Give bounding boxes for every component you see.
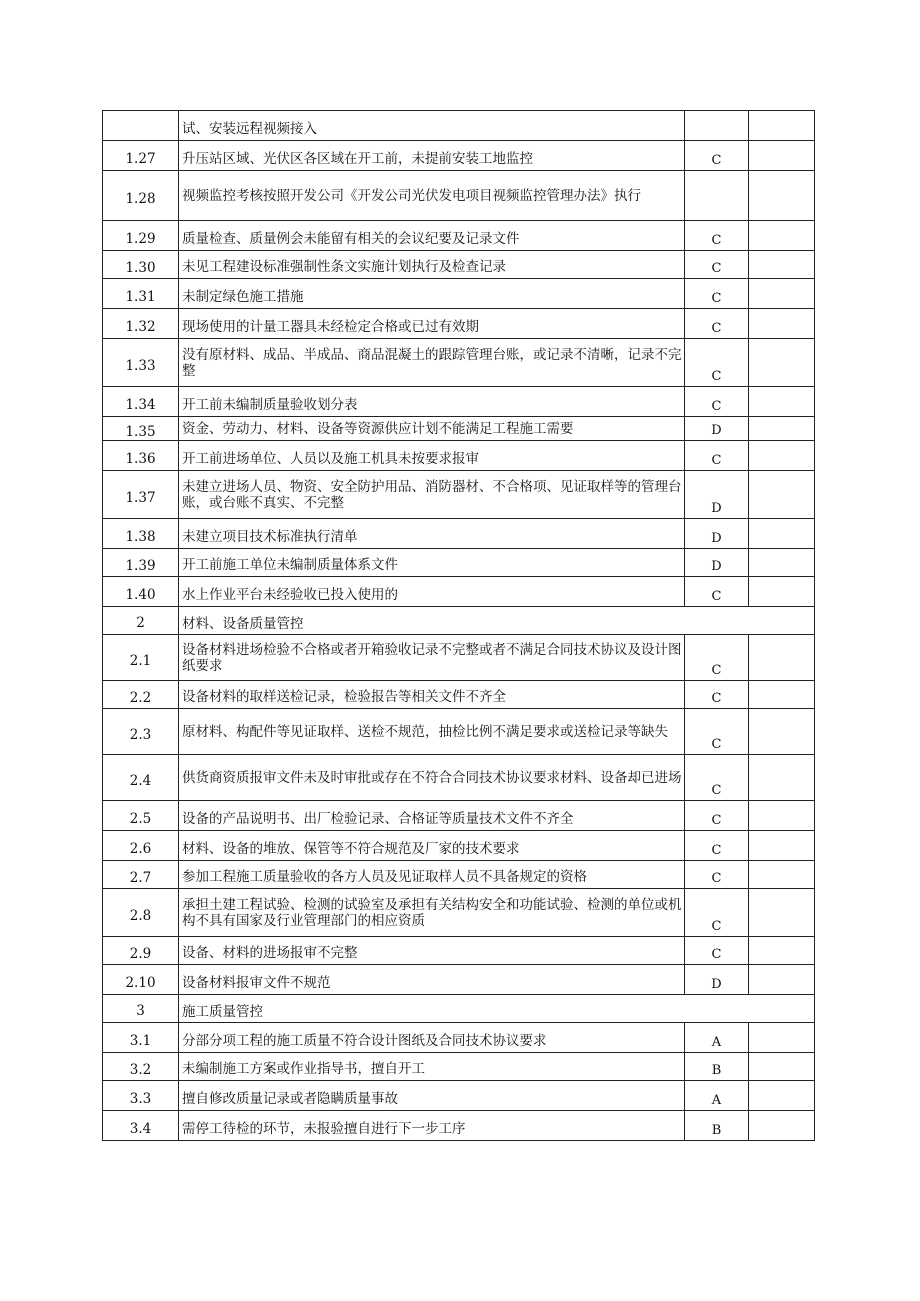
item-number: 2.1 (103, 635, 179, 681)
empty-cell (749, 417, 815, 441)
item-number: 1.29 (103, 221, 179, 251)
table-row (103, 387, 815, 417)
table-row (103, 577, 815, 607)
item-grade (685, 171, 749, 221)
item-description: 设备材料的取样送检记录，检验报告等相关文件不齐全 (179, 681, 685, 709)
empty-cell (749, 251, 815, 279)
item-description: 视频监控考核按照开发公司《开发公司光伏发电项目视频监控管理办法》执行 (179, 171, 685, 221)
item-description: 现场使用的计量工器具未经检定合格或已过有效期 (179, 309, 685, 339)
quality-checklist-table (102, 110, 815, 1141)
item-number: 1.30 (103, 251, 179, 279)
item-grade: B (685, 1111, 749, 1141)
item-description: 没有原材料、成品、半成品、商品混凝土的跟踪管理台账，或记录不清晰，记录不完整 (179, 339, 685, 387)
item-number: 2.5 (103, 801, 179, 831)
empty-cell (749, 709, 815, 755)
empty-cell (749, 861, 815, 889)
table-row (103, 861, 815, 889)
table-row (103, 937, 815, 965)
item-description: 资金、劳动力、材料、设备等资源供应计划不能满足工程施工需要 (179, 417, 685, 441)
empty-cell (749, 1081, 815, 1111)
item-description: 参加工程施工质量验收的各方人员及见证取样人员不具备规定的资格 (179, 861, 685, 889)
empty-cell (749, 937, 815, 965)
item-description: 设备的产品说明书、出厂检验记录、合格证等质量技术文件不齐全 (179, 801, 685, 831)
item-grade: C (685, 861, 749, 889)
item-description: 承担土建工程试验、检测的试验室及承担有关结构安全和功能试验、检测的单位或机构不具有国家及行业管理部门的相应资质 (179, 889, 685, 937)
empty-cell (749, 831, 815, 861)
item-description: 设备材料进场检验不合格或者开箱验收记录不完整或者不满足合同技术协议及设计图纸要求 (179, 635, 685, 681)
item-description: 未编制施工方案或作业指导书，擅自开工 (179, 1053, 685, 1081)
item-grade: C (685, 577, 749, 607)
item-grade: B (685, 1053, 749, 1081)
item-grade: D (685, 549, 749, 577)
item-grade: C (685, 635, 749, 681)
section-row (103, 995, 815, 1023)
table-row (103, 417, 815, 441)
item-description: 水上作业平台未经验收已投入使用的 (179, 577, 685, 607)
item-grade: C (685, 309, 749, 339)
table-row (103, 471, 815, 519)
table-row (103, 1053, 815, 1081)
table-row (103, 1023, 815, 1053)
section-row (103, 607, 815, 635)
item-number: 2.4 (103, 755, 179, 801)
table-row (103, 709, 815, 755)
item-number: 2.9 (103, 937, 179, 965)
empty-cell (749, 889, 815, 937)
item-number: 1.33 (103, 339, 179, 387)
empty-cell (749, 965, 815, 995)
item-number (103, 111, 179, 141)
item-grade: C (685, 831, 749, 861)
item-grade: C (685, 441, 749, 471)
empty-cell (749, 801, 815, 831)
table-row (103, 755, 815, 801)
item-description: 分部分项工程的施工质量不符合设计图纸及合同技术协议要求 (179, 1023, 685, 1053)
empty-cell (749, 111, 815, 141)
table-row (103, 681, 815, 709)
item-grade: C (685, 221, 749, 251)
table-row (103, 1111, 815, 1141)
item-grade: C (685, 755, 749, 801)
table-row (103, 251, 815, 279)
empty-cell (749, 441, 815, 471)
item-number: 3.3 (103, 1081, 179, 1111)
table-row (103, 111, 815, 141)
table-row (103, 171, 815, 221)
table-row (103, 141, 815, 171)
item-description: 材料、设备的堆放、保管等不符合规范及厂家的技术要求 (179, 831, 685, 861)
item-number: 1.36 (103, 441, 179, 471)
empty-cell (749, 519, 815, 549)
table-row (103, 279, 815, 309)
item-description: 未建立进场人员、物资、安全防护用品、消防器材、不合格项、见证取样等的管理台账，或台账不真实、不完整 (179, 471, 685, 519)
item-description: 开工前施工单位未编制质量体系文件 (179, 549, 685, 577)
table-row (103, 549, 815, 577)
section-title: 施工质量管控 (179, 995, 815, 1023)
empty-cell (749, 755, 815, 801)
item-grade: A (685, 1081, 749, 1111)
item-number: 2.10 (103, 965, 179, 995)
item-description: 需停工待检的环节，未报验擅自进行下一步工序 (179, 1111, 685, 1141)
table-row (103, 831, 815, 861)
item-grade: C (685, 709, 749, 755)
empty-cell (749, 471, 815, 519)
empty-cell (749, 141, 815, 171)
item-description: 未制定绿色施工措施 (179, 279, 685, 309)
item-number: 2.7 (103, 861, 179, 889)
item-grade: D (685, 519, 749, 549)
empty-cell (749, 681, 815, 709)
item-grade: C (685, 387, 749, 417)
table-row (103, 441, 815, 471)
table-row (103, 965, 815, 995)
item-description: 未建立项目技术标准执行清单 (179, 519, 685, 549)
item-number: 1.31 (103, 279, 179, 309)
empty-cell (749, 549, 815, 577)
item-number: 1.37 (103, 471, 179, 519)
table-row (103, 801, 815, 831)
section-title: 材料、设备质量管控 (179, 607, 815, 635)
table-row (103, 339, 815, 387)
table-row (103, 889, 815, 937)
item-number: 1.39 (103, 549, 179, 577)
item-description: 开工前未编制质量验收划分表 (179, 387, 685, 417)
empty-cell (749, 279, 815, 309)
item-description: 开工前进场单位、人员以及施工机具未按要求报审 (179, 441, 685, 471)
item-number: 3.4 (103, 1111, 179, 1141)
item-grade: C (685, 681, 749, 709)
item-grade: C (685, 339, 749, 387)
item-number: 1.27 (103, 141, 179, 171)
item-grade: C (685, 889, 749, 937)
item-grade: C (685, 251, 749, 279)
item-grade: D (685, 965, 749, 995)
table-row (103, 309, 815, 339)
item-number: 2.6 (103, 831, 179, 861)
item-number: 1.28 (103, 171, 179, 221)
table-row (103, 519, 815, 549)
item-number: 3 (103, 995, 179, 1023)
item-number: 1.38 (103, 519, 179, 549)
table-row (103, 635, 815, 681)
empty-cell (749, 1053, 815, 1081)
item-number: 2.2 (103, 681, 179, 709)
table-row (103, 221, 815, 251)
item-description: 原材料、构配件等见证取样、送检不规范，抽检比例不满足要求或送检记录等缺失 (179, 709, 685, 755)
item-grade: C (685, 801, 749, 831)
item-description: 设备、材料的进场报审不完整 (179, 937, 685, 965)
item-grade (685, 111, 749, 141)
checklist-body (103, 111, 815, 1141)
item-grade: C (685, 141, 749, 171)
empty-cell (749, 171, 815, 221)
table-row (103, 1081, 815, 1111)
item-number: 1.35 (103, 417, 179, 441)
empty-cell (749, 221, 815, 251)
empty-cell (749, 309, 815, 339)
empty-cell (749, 387, 815, 417)
item-description: 供货商资质报审文件未及时审批或存在不符合合同技术协议要求材料、设备却已进场 (179, 755, 685, 801)
item-description: 升压站区域、光伏区各区域在开工前，未提前安装工地监控 (179, 141, 685, 171)
item-number: 2.8 (103, 889, 179, 937)
item-number: 3.2 (103, 1053, 179, 1081)
item-number: 2.3 (103, 709, 179, 755)
item-number: 1.34 (103, 387, 179, 417)
empty-cell (749, 339, 815, 387)
empty-cell (749, 1023, 815, 1053)
item-description: 试、安装远程视频接入 (179, 111, 685, 141)
item-number: 1.32 (103, 309, 179, 339)
item-grade: D (685, 417, 749, 441)
item-description: 设备材料报审文件不规范 (179, 965, 685, 995)
item-description: 擅自修改质量记录或者隐瞒质量事故 (179, 1081, 685, 1111)
item-grade: C (685, 279, 749, 309)
item-number: 2 (103, 607, 179, 635)
item-description: 质量检查、质量例会未能留有相关的会议纪要及记录文件 (179, 221, 685, 251)
item-description: 未见工程建设标准强制性条文实施计划执行及检查记录 (179, 251, 685, 279)
item-grade: C (685, 937, 749, 965)
empty-cell (749, 1111, 815, 1141)
item-number: 1.40 (103, 577, 179, 607)
empty-cell (749, 635, 815, 681)
empty-cell (749, 577, 815, 607)
item-grade: A (685, 1023, 749, 1053)
item-number: 3.1 (103, 1023, 179, 1053)
item-grade: D (685, 471, 749, 519)
